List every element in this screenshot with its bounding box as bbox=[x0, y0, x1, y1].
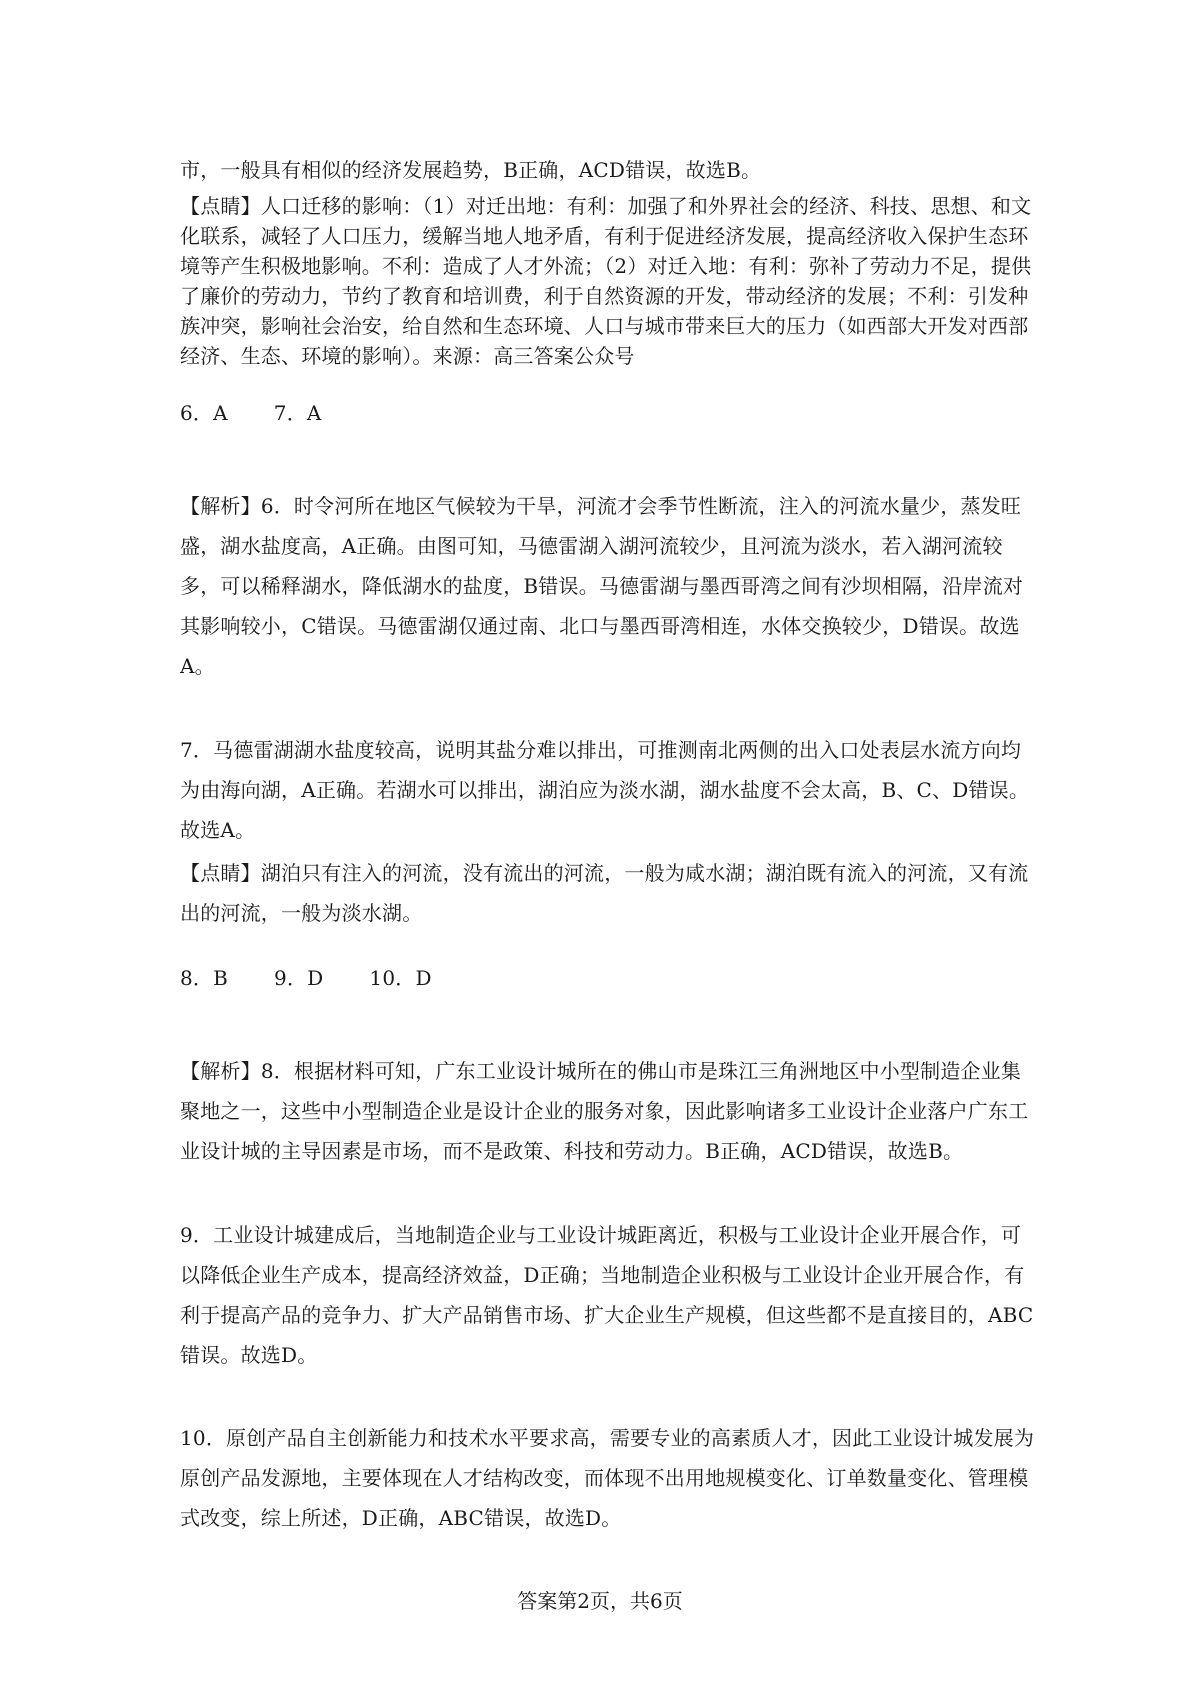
paragraph-text: 湖泊只有注入的河流，没有流出的河流，一般为咸水湖；湖泊既有流入的河流，又有流出的河流，一般为淡水湖。 bbox=[180, 861, 1029, 925]
paragraph-text: 6．时令河所在地区气候较为干旱，河流才会季节性断流，注入的河流水量少，蒸发旺盛，湖水盐度高，A正确。由图可知，马德雷湖入湖河流较少，且河流为淡水，若入湖河流较多，可以稀释湖水，降低湖水的盐度，B错误。马德雷湖与墨西哥湾之间有沙坝相隔，沿岸流对其影响较小，C错误。马德雷湖仅通过南、北口与墨西哥湾相连，水体交换较少，D错误。故选A。 bbox=[180, 494, 1024, 678]
answer-7: 7．A bbox=[273, 401, 322, 425]
answer-6: 6．A bbox=[180, 401, 228, 425]
paragraph-analysis-10 bbox=[180, 1418, 1038, 1538]
paragraph-analysis-8 bbox=[180, 1051, 1038, 1171]
page-number-label: 答案第2页，共6页 bbox=[517, 1589, 683, 1613]
analysis-tag: 【解析】 bbox=[180, 494, 261, 518]
answer-9: 9．D bbox=[274, 966, 324, 990]
paragraph-analysis-6 bbox=[180, 486, 1038, 686]
page-footer bbox=[0, 1587, 1200, 1615]
paragraph-text: 8．根据材料可知，广东工业设计城所在的佛山市是珠江三角洲地区中小型制造企业集聚地之一，这些中小型制造企业是设计企业的服务对象，因此影响诸多工业设计企业落户广东工业设计城的主导因素是市场，而不是政策、科技和劳动力。B正确，ACD错误，故选B。 bbox=[180, 1059, 1029, 1163]
answer-8: 8．B bbox=[180, 966, 229, 990]
paragraph-conclusion-5 bbox=[180, 155, 1038, 185]
paragraph-text: 7．马德雷湖湖水盐度较高，说明其盐分难以排出，可推测南北两侧的出入口处表层水流方向均为由海向湖，A正确。若湖水可以排出，湖泊应为淡水湖，湖水盐度不会太高，B、C、D错误。故选A。 bbox=[180, 738, 1030, 842]
paragraph-tip-lake bbox=[180, 853, 1038, 933]
answer-key-8-10 bbox=[180, 963, 1038, 993]
paragraph-analysis-9 bbox=[180, 1215, 1038, 1375]
paragraph-text: 人口迁移的影响：（1）对迁出地：有利：加强了和外界社会的经济、科技、思想、和文化联系，减轻了人口压力，缓解当地人地矛盾，有利于促进经济发展，提高经济收入保护生态环境等产生积极地影响。不利：造成了人才外流；（2）对迁入地：有利：弥补了劳动力不足，提供了廉价的劳动力，节约了教育和培训费，利于自然资源的开发，带动经济的发展；不利：引发种族冲突，影响社会治安，给自然和生态环境、人口与城市带来巨大的压力（如西部大开发对西部经济、生态、环境的影响）。来源：高三答案公众号 bbox=[180, 194, 1032, 368]
answer-10: 10．D bbox=[369, 966, 432, 990]
tip-tag: 【点睛】 bbox=[180, 861, 261, 885]
answer-key-6-7 bbox=[180, 398, 1038, 428]
analysis-tag: 【解析】 bbox=[180, 1059, 261, 1083]
paragraph-text: 10．原创产品自主创新能力和技术水平要求高，需要专业的高素质人才，因此工业设计城发展为原创产品发源地，主要体现在人才结构改变，而体现不出用地规模变化、订单数量变化、管理模式改变，综上所述，D正确，ABC错误，故选D。 bbox=[180, 1426, 1035, 1530]
paragraph-analysis-7 bbox=[180, 730, 1038, 850]
paragraph-text: 市，一般具有相似的经济发展趋势，B正确，ACD错误，故选B。 bbox=[180, 158, 762, 182]
paragraph-tip-migration bbox=[180, 191, 1038, 371]
paragraph-text: 9．工业设计城建成后，当地制造企业与工业设计城距离近，积极与工业设计企业开展合作，可以降低企业生产成本，提高经济效益，D正确；当地制造企业积极与工业设计企业开展合作，有利于提高产品的竞争力、扩大产品销售市场、扩大企业生产规模，但这些都不是直接目的，ABC错误。故选D。 bbox=[180, 1223, 1034, 1367]
tip-tag: 【点睛】 bbox=[180, 194, 261, 218]
